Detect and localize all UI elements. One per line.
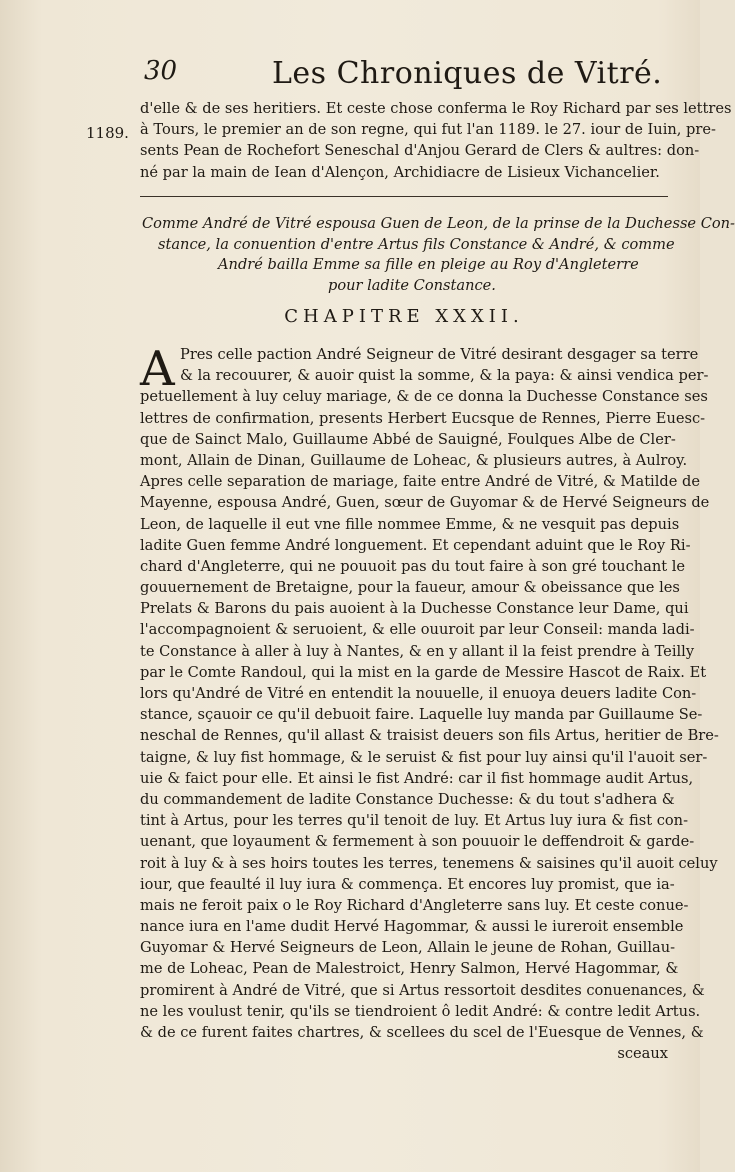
catchword: sceaux xyxy=(617,1045,668,1063)
page-number: 30 xyxy=(144,56,178,86)
summary-line: stance, la conuention d'entre Artus fils Constance & André, & comme xyxy=(158,235,675,253)
text-line: à Tours, le premier an de son regne, qui fut l'an 1189. le 27. iour de Iuin, pre- xyxy=(140,121,716,139)
chapter-body xyxy=(140,341,719,1064)
margin-note-year: 1189. xyxy=(86,124,129,142)
text-line: Apres celle separation de mariage, faite entre André de Vitré, & Matilde de xyxy=(140,473,700,491)
text-line: né par la main de Iean d'Alençon, Archidiacre de Lisieux Vichancelier. xyxy=(140,163,660,181)
text-line: Pres celle paction André Seigneur de Vitré desirant desgager sa terre xyxy=(180,346,699,363)
chapter-summary xyxy=(140,214,735,296)
text-line: promirent à André de Vitré, que si Artus ressortoit desdites conuenances, & xyxy=(140,981,705,999)
summary-line: Comme André de Vitré espousa Guen de Leon, de la prinse de la Duchesse Con- xyxy=(142,215,735,232)
text-line: & de ce furent faites chartres, & scellees du scel de l'Euesque de Vennes, & xyxy=(140,1024,704,1041)
running-title: Les Chroniques de Vitré. xyxy=(272,56,663,91)
summary-line: pour ladite Constance. xyxy=(328,276,496,294)
text-line: nance iura en l'ame dudit Hervé Hagommar, & aussi le iureroit ensemble xyxy=(140,918,684,936)
text-line: d'elle & de ses heritiers. Et ceste chose conferma le Roy Richard par ses lettres xyxy=(140,100,732,117)
text-line: que de Sainct Malo, Guillaume Abbé de Sauigné, Foulques Albe de Cler- xyxy=(140,430,676,448)
text-line: gouuernement de Bretaigne, pour la faueur, amour & obeissance que les xyxy=(140,579,680,597)
text-line: Mayenne, espousa André, Guen, sœur de Guyomar & de Hervé Seigneurs de xyxy=(140,494,710,512)
summary-line: André bailla Emme sa fille en pleige au Roy d'Angleterre xyxy=(218,256,639,273)
text-line: Guyomar & Hervé Seigneurs de Leon, Allain le jeune de Rohan, Guillau- xyxy=(140,939,676,957)
text-line: stance, sçauoir ce qu'il debuoit faire. Laquelle luy manda par Guillaume Se- xyxy=(140,706,703,724)
text-line: taigne, & luy fist hommage, & le seruist & fist pour luy ainsi qu'il l'auoit ser- xyxy=(140,748,708,766)
text-line: par le Comte Randoul, qui la mist en la garde de Messire Hascot de Raix. Et xyxy=(140,663,707,681)
text-line: mont, Allain de Dinan, Guillaume de Loheac, & plusieurs autres, à Aulroy. xyxy=(140,451,688,469)
text-line: sents Pean de Rochefort Seneschal d'Anjou Gerard de Clers & aultres: don- xyxy=(140,142,700,160)
text-line: Leon, de laquelle il eut vne fille nommee Emme, & ne vesquit pas depuis xyxy=(140,515,680,533)
page-header xyxy=(0,56,700,96)
text-line: neschal de Rennes, qu'il allast & traisist deuers son fils Artus, heritier de Bre- xyxy=(140,727,719,745)
text-line: ne les voulust tenir, qu'ils se tiendroient ô ledit André: & contre ledit Artus. xyxy=(140,1002,701,1020)
drop-cap: A xyxy=(140,341,175,397)
text-line: iour, que feaulté il luy iura & commença. Et encores luy promist, que ia- xyxy=(140,875,675,893)
text-line: me de Loheac, Pean de Malestroict, Henry Salmon, Hervé Hagommar, & xyxy=(140,960,679,978)
text-line: lors qu'André de Vitré en entendit la nouuelle, il enuoya deuers ladite Con- xyxy=(140,685,697,702)
section-divider xyxy=(140,196,668,197)
text-line: mais ne feroit paix o le Roy Richard d'Angleterre sans luy. Et ceste conue- xyxy=(140,896,689,914)
text-line: te Constance à aller à luy à Nantes, & en y allant il la feist prendre à Teilly xyxy=(140,642,695,660)
text-line: ladite Guen femme André longuement. Et cependant aduint que le Roy Ri- xyxy=(140,536,691,554)
text-line: lettres de confirmation, presents Herbert Eucsque de Rennes, Pierre Euesc- xyxy=(140,409,706,427)
text-line: Prelats & Barons du pais auoient à la Duchesse Constance leur Dame, qui xyxy=(140,600,689,618)
text-line: l'accompagnoient & seruoient, & elle ouuroit par leur Conseil: manda ladi- xyxy=(140,621,695,639)
text-line: & la recouurer, & auoir quist la somme, & la paya: & ainsi vendica per- xyxy=(180,367,709,385)
chapter-title: CHAPITRE XXXII. xyxy=(284,306,524,327)
text-line: chard d'Angleterre, qui ne pouuoit pas du tout faire à son gré touchant le xyxy=(140,557,686,575)
text-line: uenant, que loyaument & fermement à son pouuoir le deffendroit & garde- xyxy=(140,833,695,851)
text-line: uie & faict pour elle. Et ainsi le fist André: car il fist hommage audit Artus, xyxy=(140,769,694,787)
text-line: du commandement de ladite Constance Duchesse: & du tout s'adhera & xyxy=(140,790,675,808)
intro-paragraph xyxy=(140,98,732,183)
text-line: petuellement à luy celuy mariage, & de ce donna la Duchesse Constance ses xyxy=(140,388,708,406)
text-line: roit à luy & à ses hoirs toutes les terres, tenemens & saisines qu'il auoit celuy xyxy=(140,854,718,872)
text-line: tint à Artus, pour les terres qu'il tenoit de luy. Et Artus luy iura & fist con- xyxy=(140,812,689,830)
